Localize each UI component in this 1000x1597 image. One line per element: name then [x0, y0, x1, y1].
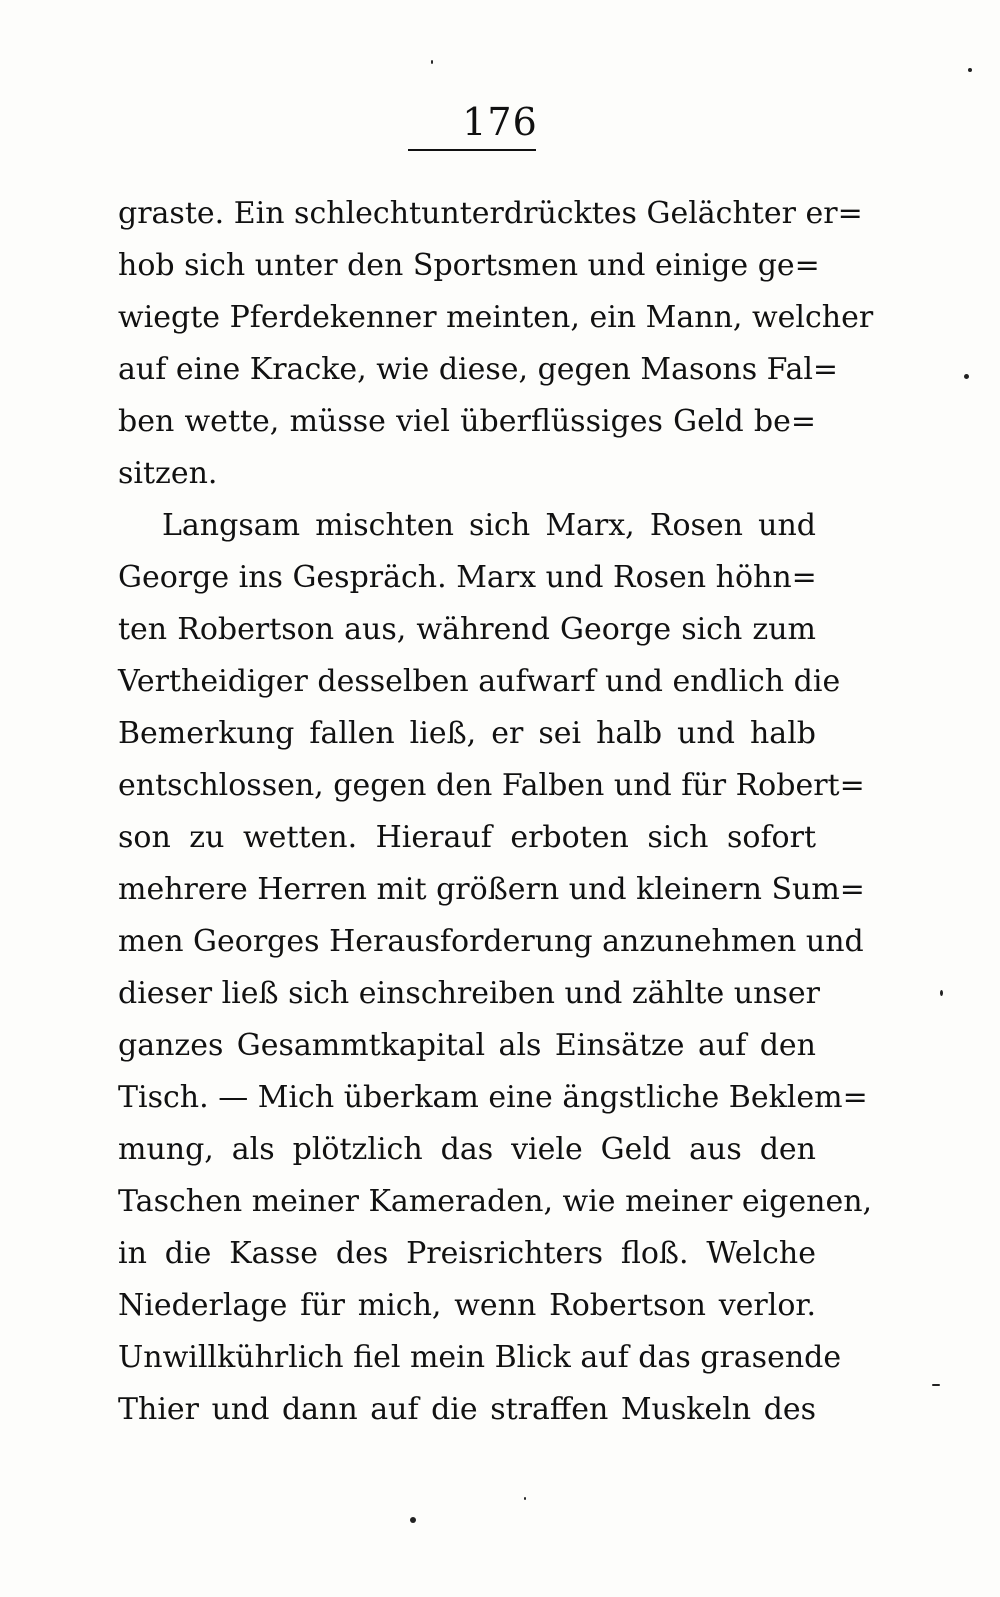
text-line: auf eine Kracke, wie diese, gegen Masons Fal= [118, 352, 839, 387]
text-line: son zu wetten. Hierauf erboten sich sofort [118, 820, 816, 855]
page-number: 176 [462, 100, 538, 144]
text-line: Thier und dann auf die straffen Muskeln des [118, 1392, 816, 1427]
text-line: mung, als plötzlich das viele Geld aus den [118, 1132, 816, 1167]
scan-speck [932, 1384, 940, 1386]
text-line: ben wette, müsse viel überflüssiges Geld be= [118, 404, 816, 439]
scan-speck [524, 1497, 526, 1500]
text-line: Langsam mischten sich Marx, Rosen und [162, 508, 816, 543]
body-text [118, 188, 874, 1436]
text-line: ganzes Gesammtkapital als Einsätze auf den [118, 1028, 816, 1063]
text-line: Bemerkung fallen ließ, er sei halb und halb [118, 716, 816, 751]
text-line: in die Kasse des Preisrichters floß. Welche [118, 1236, 816, 1271]
text-line: Taschen meiner Kameraden, wie meiner eigenen, [118, 1184, 873, 1219]
text-line: men Georges Herausforderung anzunehmen und [118, 924, 864, 959]
text-line: graste. Ein schlechtunterdrücktes Gelächter er= [118, 196, 863, 231]
scan-speck [431, 60, 433, 64]
text-line: mehrere Herren mit größern und kleinern Sum= [118, 872, 865, 907]
text-line: hob sich unter den Sportsmen und einige ge= [118, 248, 820, 283]
scan-speck [968, 68, 972, 72]
page-number-rule [408, 149, 536, 151]
scan-speck [940, 990, 943, 996]
text-line: George ins Gespräch. Marx und Rosen höhn= [118, 560, 817, 595]
text-line: ten Robertson aus, während George sich zum [118, 612, 816, 647]
text-line: Unwillkührlich fiel mein Blick auf das grasende [118, 1340, 842, 1375]
scan-speck [410, 1517, 416, 1523]
text-line: Vertheidiger desselben aufwarf und endlich die [118, 664, 841, 699]
text-line: wiegte Pferdekenner meinten, ein Mann, welcher [118, 300, 874, 335]
text-line: entschlossen, gegen den Falben und für Robert= [118, 768, 865, 803]
text-line: Niederlage für mich, wenn Robertson verlor. [118, 1288, 816, 1323]
scan-speck [964, 374, 969, 379]
text-line: Tisch. — Mich überkam eine ängstliche Beklem= [118, 1080, 868, 1115]
text-line: sitzen. [118, 456, 218, 491]
text-line: dieser ließ sich einschreiben und zählte unser [118, 976, 820, 1011]
